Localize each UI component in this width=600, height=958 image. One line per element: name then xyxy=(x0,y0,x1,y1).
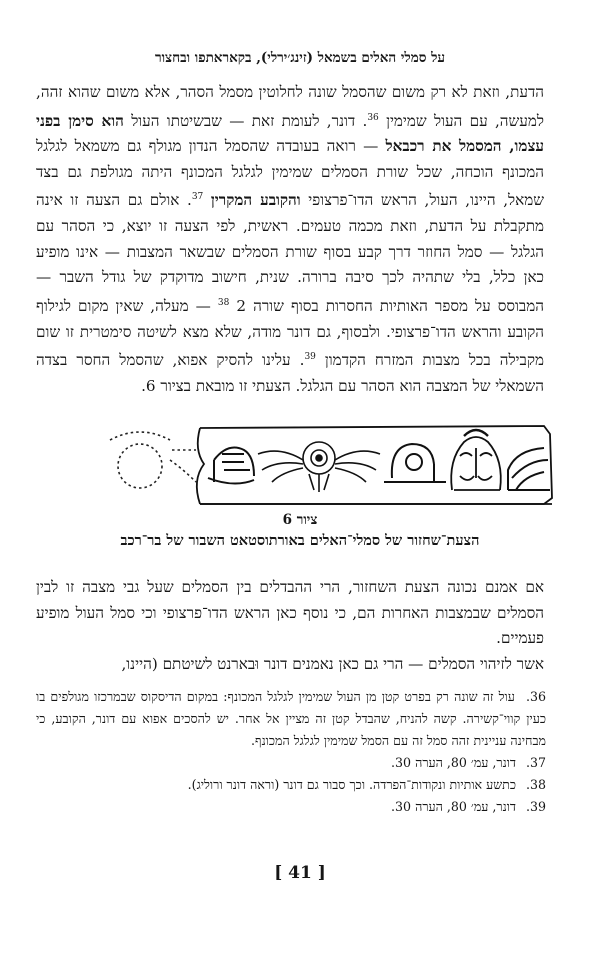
paragraph-1-text xyxy=(36,80,544,399)
text-run: . עלינו להסיק אפוא, שהסמל החסר בצדה השמאלי של המצבה הוא הסהר עם הגלגל. הצעתי זו מובאת בציור 6. xyxy=(36,351,544,395)
yoke-symbol-right xyxy=(384,444,446,482)
text-run xyxy=(203,192,211,210)
footnote-number: 37. xyxy=(525,755,546,770)
paragraph-2-text: אם אמנם נכונה הצעת השחזור, הרי ההבדלים בין הסמלים שעל גבי מצבה זו לבין הסמלים שבמצבות האחרות הם, כי נוסף כאן הראש הדו־פרצופי וכי סמל העול מופיע פעמיים. xyxy=(36,578,544,648)
footnote-text: עול זה שונה רק בפרט קטן מן העול שמימין לגלגל המכונף: במקום הדיסקוס שבמרכזו מגולפים בו כעין קווי־קשירה. קשה להניח, שהבדל קטן זה מציין אל אחר. יש להסכים אפוא עם דונר, הקובע, כי מבחינה עניינית זהה סמל זה עם הסמל שמימין לגלגל המכונף. xyxy=(36,689,546,748)
body-paragraph-1 xyxy=(36,80,544,399)
horned-cap xyxy=(508,448,550,490)
winged-sun-disc xyxy=(258,442,380,492)
footnote-item xyxy=(36,796,546,818)
body-paragraph-2 xyxy=(36,575,544,677)
footnote-number: 36. xyxy=(525,689,546,704)
text-run: . אולם גם הצעה זו אינה מתקבלת על הדעת, וזאת מכמה טעמים. ראשית, לפי הצעה זו יוצא, כי הסהר עם הגלגל — סמל החוזר דרך קבע בסוף שורת הסמלים שבשאר המצבות — אינו מופיע כאן כלל, בלי שתהיה לכך סיבה ברורה. שנית, חישוב מדוקדק של גודל השבר — המבוסס על מספר האותיות החסרות בסוף שורה 2 xyxy=(36,191,544,315)
paragraph-3-text: אשר לזיהוי הסמלים — הרי גם כאן נאמנים דונר וּבארנט לשיטתם (היינו, xyxy=(121,654,544,673)
two-faced-head xyxy=(451,430,501,490)
text-run: הדעת, וזאת לא רק משום שהסמל שונה לחלוטין מסמל הסהר, אלא משום שהוא זהה, למעשה, עם העול שמימין xyxy=(36,83,544,130)
figure-caption: הצעת־שחזור של סמלי־האלים באורתוסטאט השבור של בר־רכב xyxy=(120,532,480,549)
text-run: והקובע המקרין xyxy=(210,191,301,210)
text-run: . דונר, לעומת זאת — שבשיטתו העול xyxy=(123,111,368,130)
reconstructed-crescent-wheel xyxy=(110,432,196,488)
figure-label: ציור 6 xyxy=(282,512,318,528)
footnote-text: דונר, עמ׳ 80, הערה 30. xyxy=(391,755,520,770)
footnote-ref[interactable]: 38 xyxy=(217,297,230,308)
footnote-ref[interactable]: 39 xyxy=(304,352,316,363)
footnote-number: 39. xyxy=(525,799,546,814)
footnotes xyxy=(36,686,546,818)
yoke-symbol-left xyxy=(208,448,254,484)
figure-6-drawing xyxy=(104,420,558,510)
text-run: — מעלה, שאין מקום לגילוף הקובע והראש הדו־פרצופי. ולבסוף, גם דונר מודה, שלא מצא לשיטה סימטרית זו שום מקבילה בכל מצבות המזרח הקדמון xyxy=(36,296,544,370)
footnote-item xyxy=(36,752,546,774)
footnote-item xyxy=(36,686,546,752)
page-number: [ 41 ] xyxy=(274,863,326,883)
footnote-ref[interactable]: 36 xyxy=(367,112,379,123)
text-run: הוא סימן בפני עצמו, המסמל את רכבאל xyxy=(36,111,544,156)
footnote-ref[interactable]: 37 xyxy=(191,192,204,203)
footnote-text: כתשע אותיות ונקודות־הפרדה. וכך סבור גם דונר (וראה דונר ורוליג). xyxy=(187,777,520,792)
footnote-number: 38. xyxy=(525,777,546,792)
text-run: — רואה בעובדה שהסמל הנדון מגולף גם משמאל לגלגל המכונף הוכחה, שכל שורת הסמלים שמימין לגלגל המכונף היתה מגולפת גם בצד שמאל, היינו, העול, הראש הדו־פרצופי xyxy=(36,137,544,210)
footnote-item xyxy=(36,774,546,796)
running-head: על סמלי האלים בשמאל (זינג׳ירלי), בקאראתפו ובחצור xyxy=(154,50,446,66)
footnote-text: דונר, עמ׳ 80, הערה 30. xyxy=(391,799,520,814)
